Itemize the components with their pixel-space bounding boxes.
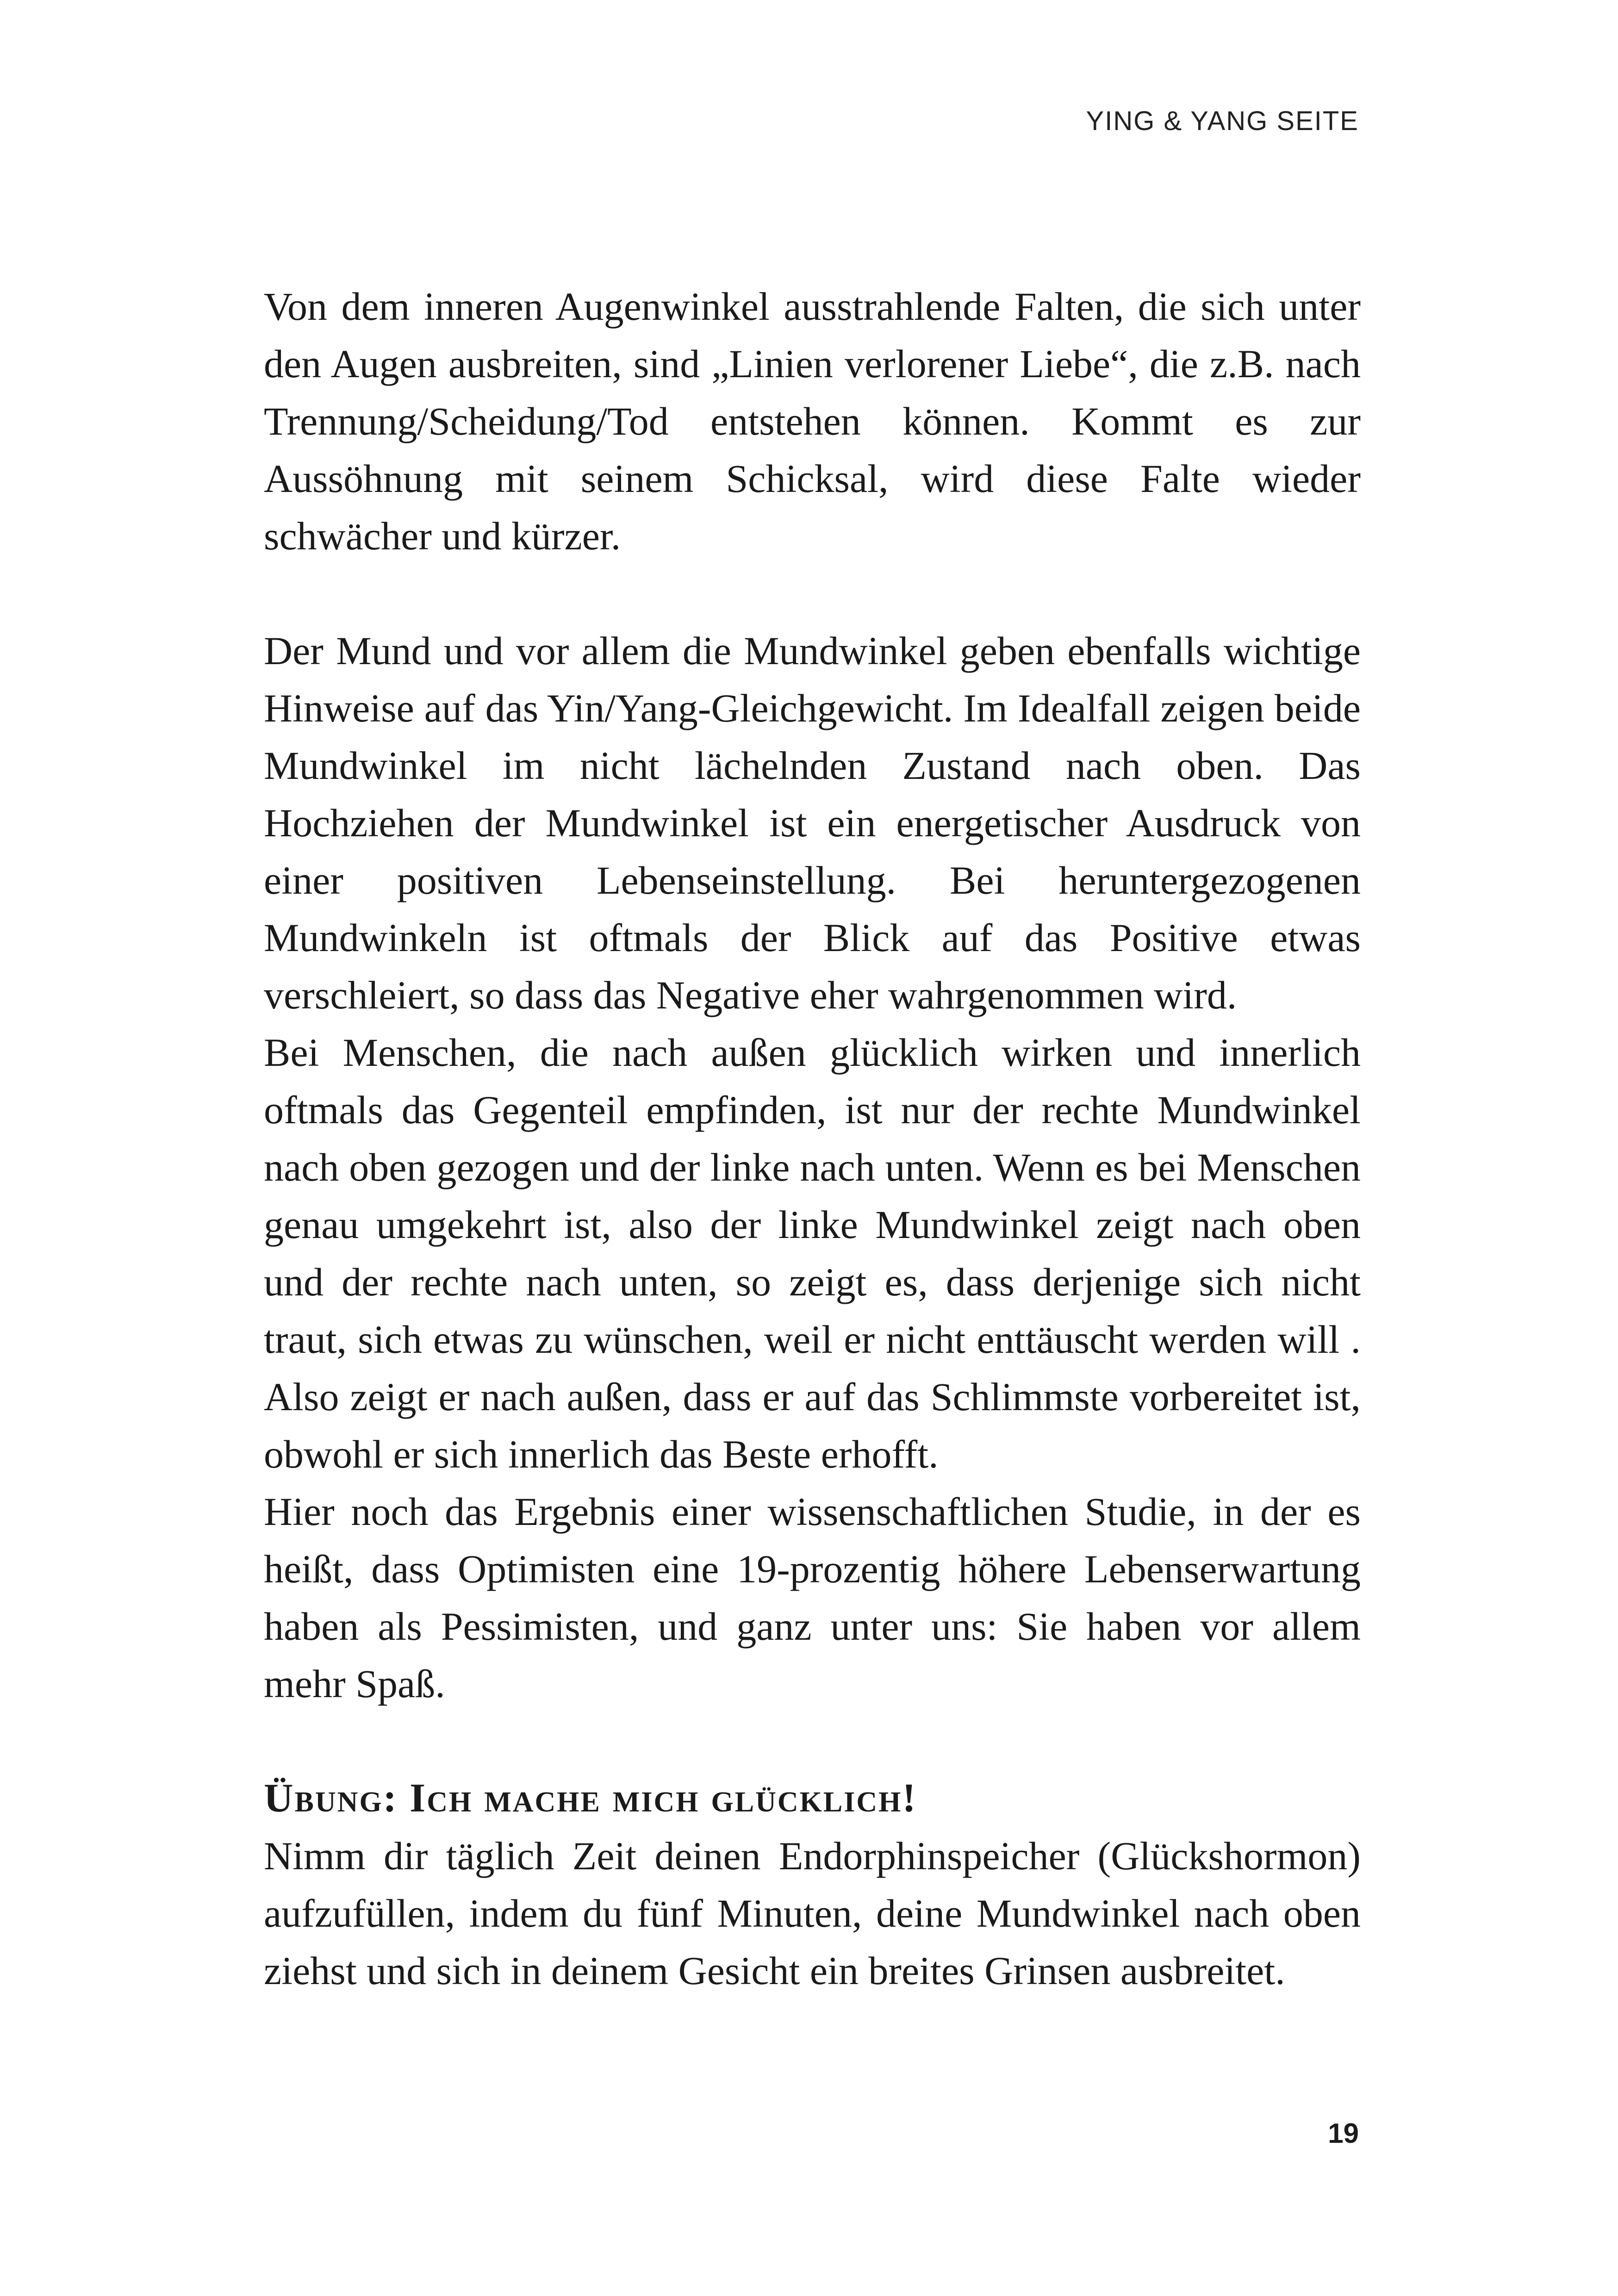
paragraph-laugh-lines: Von dem inneren Augenwinkel ausstrahlende Falten, die sich unter den Augen ausbreiten, sind „Linien verlorener Liebe“, die z.B. nach Trennung/Scheidung/Tod entstehen können. Kommt es zur Aussöhnung mit seinem Schicksal, wird diese Falte wieder schwächer und kürzer.: [264, 284, 1361, 558]
paragraph-mouth-corners: Der Mund und vor allem die Mundwinkel geben ebenfalls wichtige Hinweise auf das Yin/Yang-Gleichgewicht. Im Idealfall zeigen beide Mundwinkel im nicht lächelnden Zustand nach oben. Das Hochziehen der Mundwinkel ist ein energetischer Ausdruck von einer positiven Lebenseinstellung. Bei heruntergezogenen Mundwinkeln ist oftmals der Blick auf das Positive etwas verschleiert, so dass das Negative eher wahrgenommen wird.: [264, 628, 1361, 1017]
paragraph-spacer: [264, 565, 1361, 622]
exercise-heading: Übung: Ich mache mich glücklich!: [264, 1776, 917, 1821]
page-number: 19: [1328, 2118, 1359, 2149]
paragraph-spacer: [264, 1712, 1361, 1770]
page-body: [264, 278, 1361, 1999]
running-header: YING & YANG SEITE: [1086, 106, 1359, 136]
paragraph-study-result: Hier noch das Ergebnis einer wissenschaftlichen Studie, in der es heißt, dass Optimisten eine 19-prozentig höhere Lebenserwartung haben als Pessimisten, und ganz unter uns: Sie haben vor allem mehr Spaß.: [264, 1489, 1361, 1706]
paragraph-asymmetric-corners: Bei Menschen, die nach außen glücklich wirken und innerlich oftmals das Gegenteil empfinden, ist nur der rechte Mundwinkel nach oben gezogen und der linke nach unten. Wenn es bei Menschen genau umgekehrt ist, also der linke Mundwinkel zeigt nach oben und der rechte nach unten, so zeigt es, dass derjenige sich nicht traut, sich etwas zu wünschen, weil er nicht enttäuscht werden will . Also zeigt er nach außen, dass er auf das Schlimmste vorbereitet ist, obwohl er sich innerlich das Beste erhofft.: [264, 1030, 1361, 1476]
exercise-text: Nimm dir täglich Zeit deinen Endorphinspeicher (Glückshormon) aufzufüllen, indem du fünf Minuten, deine Mundwinkel nach oben ziehst und sich in deinem Gesicht ein breites Grinsen ausbreitet.: [264, 1834, 1361, 1993]
